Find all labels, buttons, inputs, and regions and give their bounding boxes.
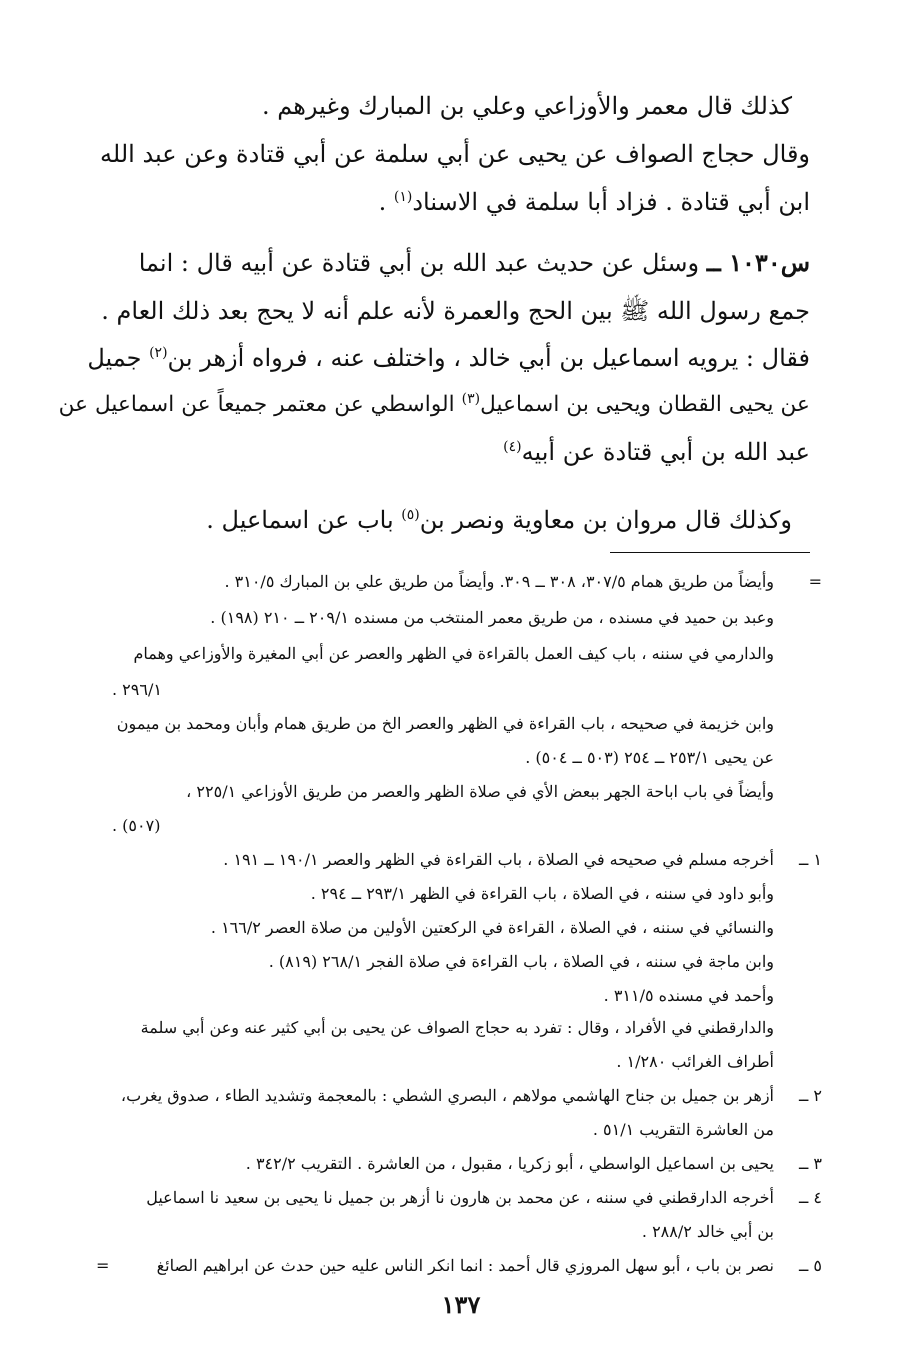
footnote-line: وعبد بن حميد في مسنده ، من طريق معمر المنتخب من مسنده ٢٠٩/١ ــ ٢١٠ (١٩٨) . (210, 608, 774, 627)
footnote-line: يحيى بن اسماعيل الواسطي ، أبو زكريا ، مقبول ، من العاشرة . التقريب ٣٤٢/٢ . (245, 1154, 774, 1173)
footnote-ref: (٢) (149, 345, 168, 361)
footnote-line: نصر بن باب ، أبو سهل المروزي قال أحمد : انما انكر الناس عليه حين حدث عن ابراهيم الصائغ (156, 1256, 774, 1275)
main-line-9 (206, 506, 792, 534)
footnote-line: وأيضاً من طريق همام ٣٠٧/٥، ٣٠٨ ــ ٣٠٩. وأيضاً من طريق علي بن المبارك ٣١٠/٥ . (224, 572, 774, 591)
text: جميل (87, 344, 150, 372)
main-line-1 (262, 92, 792, 120)
footnote-number: ٢ ــ (798, 1086, 822, 1105)
footnote-line: أخرجه الدارقطني في سننه ، عن محمد بن هارون نا أزهر بن جميل نا يحيى بن سعيد نا اسماعيل (146, 1188, 774, 1207)
footnote-continuation-mark: = (808, 572, 822, 591)
footnote-number: ١ ــ (798, 850, 822, 869)
question-number: س١٠٣٠ ــ (706, 248, 810, 277)
main-line-2 (100, 140, 810, 168)
footnote-line: وابن ماجة في سننه ، في الصلاة ، باب القراءة في صلاة الفجر ٢٦٨/١ (٨١٩) . (268, 952, 774, 971)
footnote-line: وابن خزيمة في صحيحه ، باب القراءة في الظهر والعصر الخ من طريق همام وأبان ومحمد بن ميمون (116, 714, 774, 733)
footnote-line: والدارمي في سننه ، باب كيف العمل بالقراءة في الظهر والعصر عن أبي المغيرة والأوزاعي وهمام (133, 644, 774, 663)
footnote-number: ٤ ــ (798, 1188, 822, 1207)
text: وكذلك قال مروان بن معاوية ونصر بن (419, 506, 792, 534)
text: . (378, 188, 394, 216)
main-line-4 (139, 248, 810, 277)
footnote-line: أخرجه مسلم في صحيحه في الصلاة ، باب القراءة في الظهر والعصر ١٩٠/١ ــ ١٩١ . (223, 850, 774, 869)
text: الواسطي عن معتمر جميعاً عن اسماعيل عن (58, 392, 462, 417)
footnote-separator (610, 552, 810, 553)
footnote-line: من العاشرة التقريب ٥١/١ . (592, 1120, 774, 1139)
footnote-line: عن يحيى ٢٥٣/١ ــ ٢٥٤ (٥٠٣ ــ ٥٠٤) . (525, 748, 774, 767)
footnote-ref: (٣) (461, 390, 481, 407)
footnote-number: ٣ ــ (798, 1154, 822, 1173)
footnote-line: ٢٩٦/١ . (112, 680, 162, 699)
footnote-ref: (٥) (401, 507, 420, 523)
footnote-line: بن أبي خالد ٢٨٨/٢ . (641, 1222, 774, 1241)
main-line-8 (503, 438, 810, 466)
footnote-line: (٥٠٧) . (112, 816, 161, 835)
text: جمع رسول الله ﷺ بين الحج والعمرة لأنه علم أنه لا يحج بعد ذلك العام . (101, 297, 810, 325)
main-line-7 (59, 392, 810, 417)
text: وسئل عن حديث عبد الله بن أبي قتادة عن أبيه قال : انما (138, 249, 707, 277)
footnote-line: والدارقطني في الأفراد ، وقال : تفرد به حجاج الصواف عن يحيى بن أبي كثير عنه وعن أبي سلمة (140, 1018, 774, 1037)
main-line-5 (101, 296, 810, 331)
text: عن يحيى القطان ويحيى بن اسماعيل (480, 392, 810, 417)
text: ابن أبي قتادة . فزاد أبا سلمة في الاسناد (412, 188, 810, 216)
text: فقال : يرويه اسماعيل بن أبي خالد ، واختلف عنه ، فرواه أزهر بن (167, 344, 810, 372)
main-line-6 (87, 344, 810, 372)
page-number: ١٣٧ (441, 1290, 481, 1319)
footnote-ref: (١) (393, 189, 413, 205)
footnote-line: أزهر بن جميل بن جناح الهاشمي مولاهم ، البصري الشطي : بالمعجمة وتشديد الطاء ، صدوق يغرب، (120, 1086, 774, 1105)
text: باب عن اسماعيل . (206, 506, 402, 534)
footnote-line: وأحمد في مسنده ٣١١/٥ . (603, 986, 774, 1005)
footnote-ref: (٤) (503, 439, 522, 455)
footnote-line: أطراف الغرائب ١/٢٨٠ . (616, 1052, 774, 1071)
text: عبد الله بن أبي قتادة عن أبيه (521, 438, 810, 466)
footnote-line: والنسائي في سننه ، في الصلاة ، القراءة في الركعتين الأولين من صلاة العصر ١٦٦/٢ . (210, 918, 774, 937)
text: وقال حجاج الصواف عن يحيى عن أبي سلمة عن أبي قتادة وعن عبد الله (100, 140, 810, 168)
footnote-line: وأبو داود في سننه ، في الصلاة ، باب القراءة في الظهر ٢٩٣/١ ــ ٢٩٤ . (310, 884, 774, 903)
footnote-continuation-mark: = (96, 1256, 110, 1275)
footnote-number: ٥ ــ (798, 1256, 822, 1275)
main-line-3 (379, 188, 810, 216)
footnote-line: وأيضاً في باب اباحة الجهر ببعض الأي في صلاة الظهر والعصر من طريق الأوزاعي ٢٢٥/١ ، (186, 782, 774, 801)
text: كذلك قال معمر والأوزاعي وعلي بن المبارك وغيرهم . (262, 92, 792, 120)
